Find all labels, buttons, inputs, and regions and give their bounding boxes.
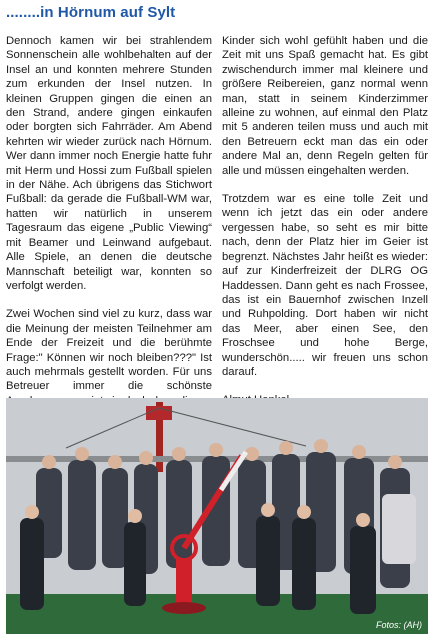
left-column (6, 34, 212, 422)
right-column (222, 34, 428, 422)
article-title: ........in Hörnum auf Sylt (6, 4, 176, 21)
paragraph: Kinder sich wohl gefühlt haben und die Zeit mit uns Spaß gemacht hat. Es gibt zwischendurch immer mal kleinere und größere Reibereien, ganz normal wenn man, statt in seinem Kinderzimmer alleine zu wohnen, auf einmal den Platz mit 5 anderen teilen muss und auch mit den Betreuern eckt man das ein oder andere Mal an, denn Regeln gelten für alle und müssen eingehalten werden. (222, 35, 428, 177)
group-photo (6, 398, 428, 634)
paragraph: Dennoch kamen wir bei strahlendem Sonnenschein alle wohlbehalten auf der Insel an und konnten mehrere Stunden zum erkunden der Insel nutzen. In kleinen Gruppen gingen die einen an den Strand, andere gingen einkaufen oder borgten sich Fahrräder. Am Abend kehrten wir wieder zurück nach Hörnum. Wer dann immer noch Energie hatte fuhr mit Herm und Hossi zum Fußball spielen in der Nähe. Ach übrigens das Stichwort Fußball: da gerade die Fußball-WM war, hatten wir natürlich in unserem Tagesraum das eigene „Public Viewing“ mit Beamer und Leinwand aufgebaut. Alle Spiele, an denen die deutsche Mannschaft beteiligt war, konnten so verfolgt werden. (6, 35, 212, 292)
paragraph: Trotzdem war es eine tolle Zeit und wenn ich jetzt das ein oder andere vergessen habe, so seht es mir bitte nach, denn der Platz hier im Geier ist begrenzt. Nächstes Jahr heißt es wieder: auf zur Kinderfreizeit der DLRG OG Haddessen. Dann geht es nach Frossee, das ist ein Bauernhof zwischen Inzell und Ruhpolding. Dort haben wir nicht das Meer, aber einen See, den Froschsee und hohe Berge, wunderschön..... wir freuen uns schon darauf. (222, 193, 428, 378)
paragraph: Zwei Wochen sind viel zu kurz, dass war die Meinung der meisten Teilnehmer am Ende der Freizeit und die berühmte Frage:" Können wir noch bleiben???" Ist auch mehrmals gestellt worden. Für uns Betreuer immer die schönste (6, 308, 212, 393)
group-photo-illustration (6, 398, 428, 634)
photo-credit: Fotos: (AH) (375, 620, 422, 630)
